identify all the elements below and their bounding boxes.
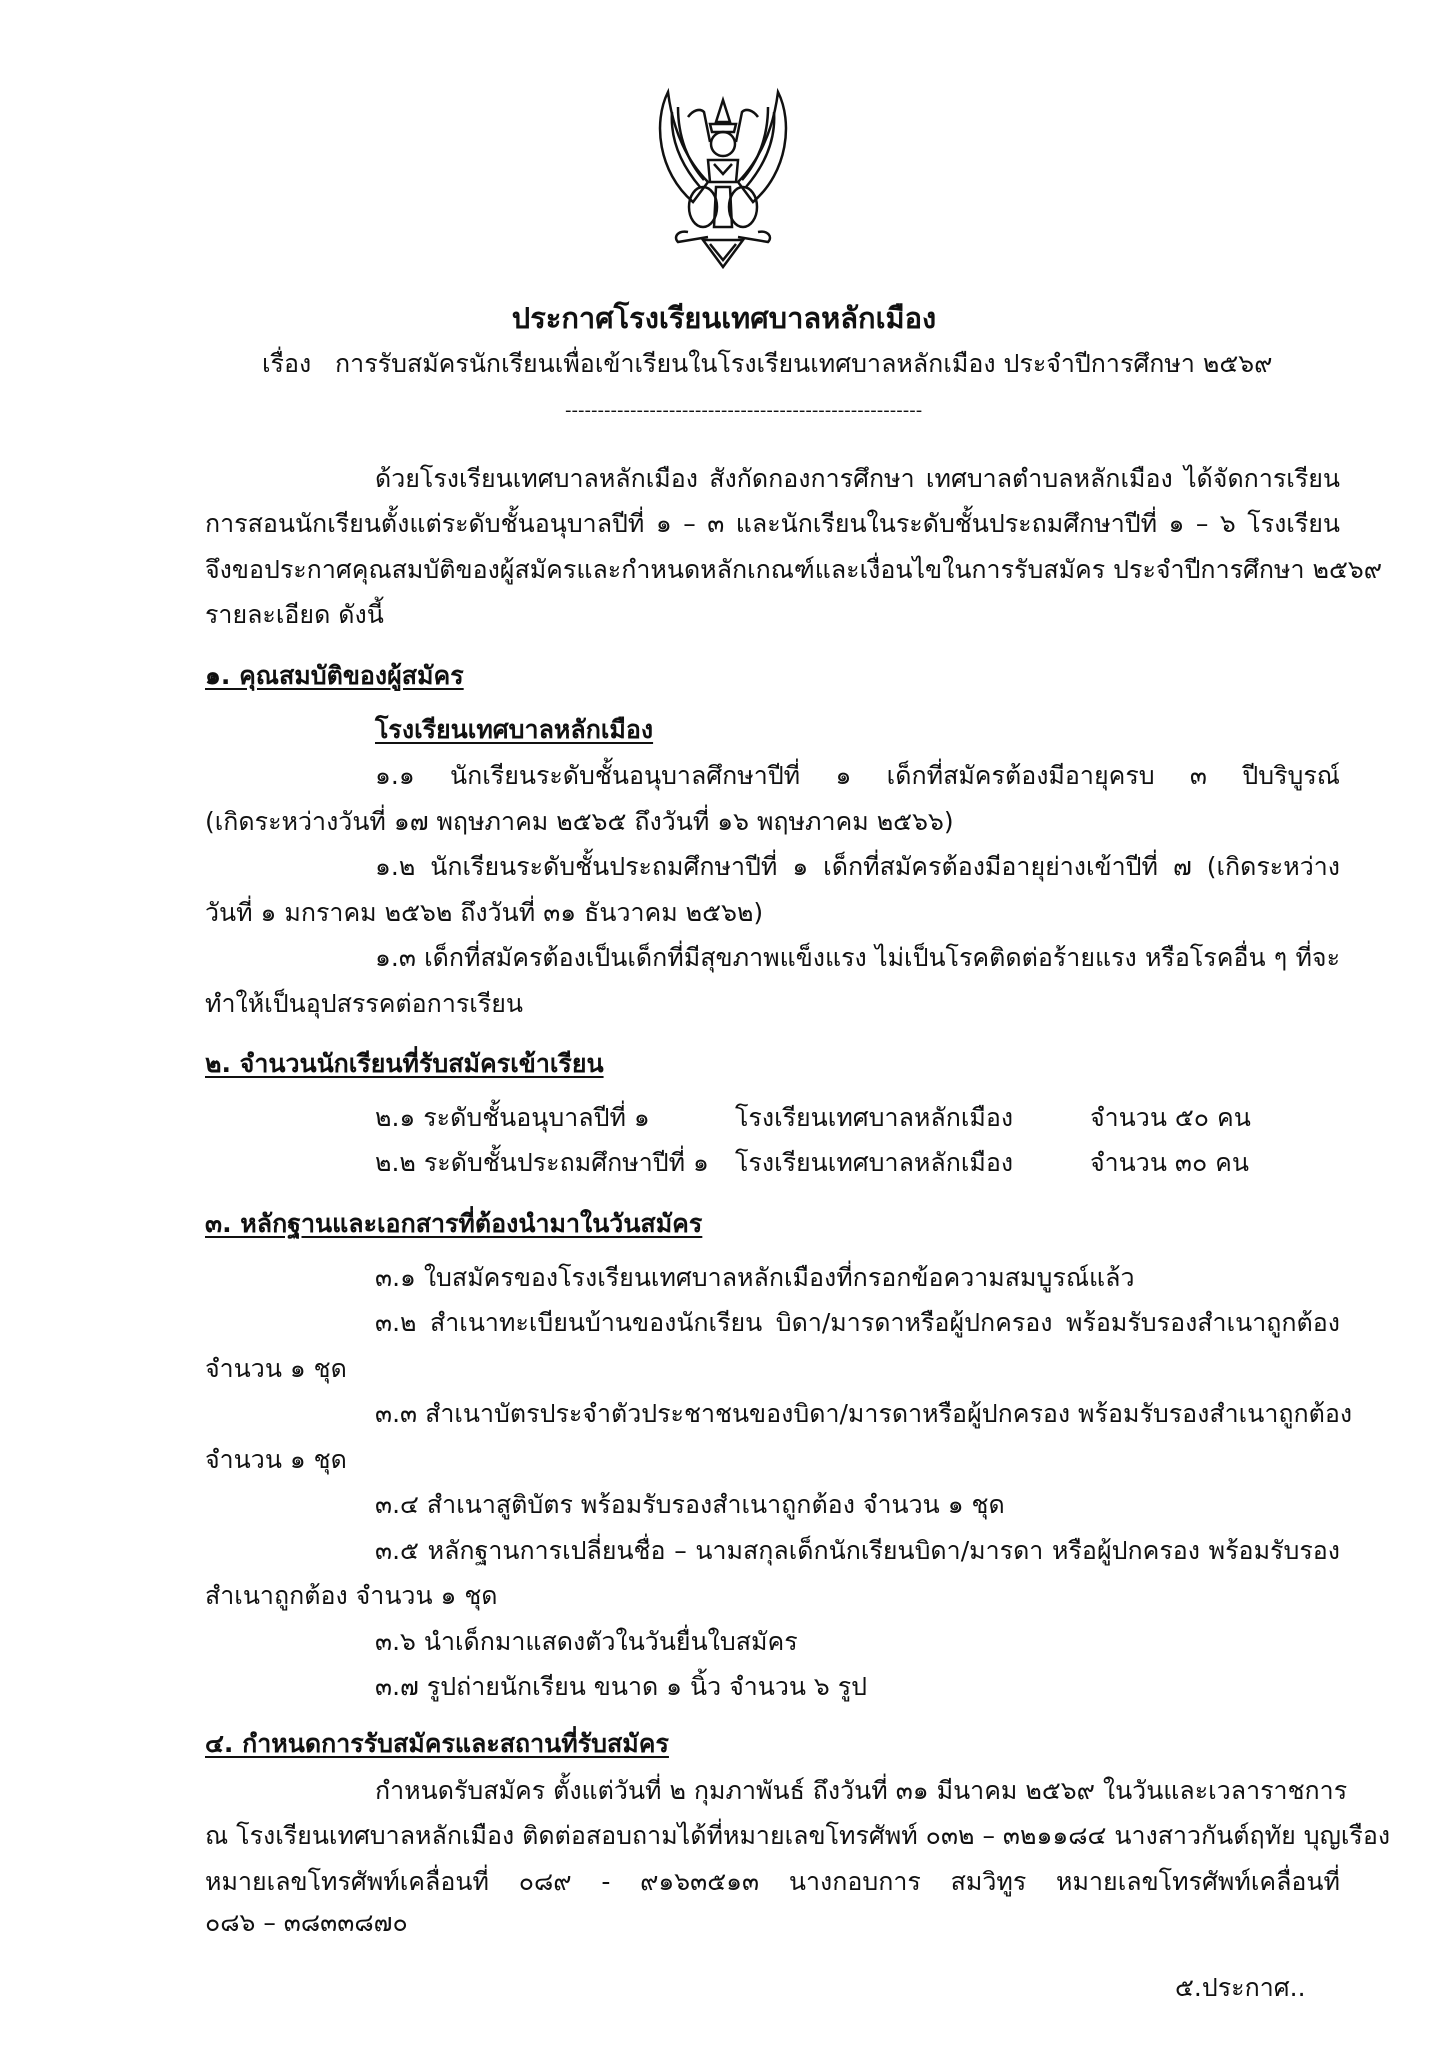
registration-contact-3: ๐๘๖ – ๓๘๓๓๘๗๐ — [205, 1908, 408, 1937]
item-3-2: ๓.๒ สำเนาทะเบียนบ้านของนักเรียน บิดา/มารดาหรือผู้ปกครอง พร้อมรับรองสำเนาถูกต้อง — [375, 1308, 1340, 1337]
subject-line — [262, 346, 1272, 382]
section-4-heading: ๔. กำหนดการรับสมัครและสถานที่รับสมัคร — [205, 1729, 669, 1758]
enrollment-school-2: โรงเรียนเทศบาลหลักเมือง — [735, 1148, 1014, 1177]
item-3-3-cont: จำนวน ๑ ชุด — [205, 1445, 347, 1474]
enrollment-count-2: จำนวน ๓๐ คน — [1090, 1148, 1249, 1177]
item-1-2-cont: วันที่ ๑ มกราคม ๒๕๖๒ ถึงวันที่ ๓๑ ธันวาคม ๒๕๖๒) — [205, 898, 764, 927]
enrollment-school-1: โรงเรียนเทศบาลหลักเมือง — [735, 1103, 1014, 1132]
garuda-emblem-icon — [648, 82, 798, 272]
enrollment-level-2: ๒.๒ ระดับชั้นประถมศึกษาปีที่ ๑ — [375, 1148, 709, 1177]
intro-line-2: การสอนนักเรียนตั้งแต่ระดับชั้นอนุบาลปีที่ ๑ – ๓ และนักเรียนในระดับชั้นประถมศึกษาปีที่ ๑ – ๖ โรงเรียน — [205, 509, 1340, 538]
intro-line-3: จึงขอประกาศคุณสมบัติของผู้สมัครและกำหนดหลักเกณฑ์และเงื่อนไขในการรับสมัคร ประจำปีการศึกษา ๒๕๖๙ — [205, 555, 1383, 584]
document-title: ประกาศโรงเรียนเทศบาลหลักเมือง — [511, 301, 937, 335]
item-3-5: ๓.๕ หลักฐานการเปลี่ยนชื่อ – นามสกุลเด็กนักเรียนบิดา/มารดา หรือผู้ปกครอง พร้อมรับรอง — [375, 1536, 1340, 1565]
item-1-1-cont: (เกิดระหว่างวันที่ ๑๗ พฤษภาคม ๒๕๖๕ ถึงวันที่ ๑๖ พฤษภาคม ๒๕๖๖) — [205, 807, 954, 836]
section-1-heading: ๑. คุณสมบัติของผู้สมัคร — [205, 661, 464, 690]
item-3-1: ๓.๑ ใบสมัครของโรงเรียนเทศบาลหลักเมืองที่กรอกข้อความสมบูรณ์แล้ว — [375, 1263, 1135, 1292]
registration-contact-1: ณ โรงเรียนเทศบาลหลักเมือง ติดต่อสอบถามได้ที่หมายเลขโทรศัพท์ ๐๓๒ – ๓๒๑๑๘๔ นางสาวกันต์ฤทัย บุญเรือง — [205, 1821, 1391, 1850]
enrollment-count-1: จำนวน ๕๐ คน — [1090, 1103, 1251, 1132]
registration-contact-2: หมายเลขโทรศัพท์เคลื่อนที่ ๐๘๙ - ๙๑๖๓๕๑๓ นางกอบการ สมวิทูร หมายเลขโทรศัพท์เคลื่อนที่ — [205, 1867, 1340, 1896]
item-1-1: ๑.๑ นักเรียนระดับชั้นอนุบาลศึกษาปีที่ ๑ เด็กที่สมัครต้องมีอายุครบ ๓ ปีบริบูรณ์ — [375, 761, 1340, 790]
item-1-3: ๑.๓ เด็กที่สมัครต้องเป็นเด็กที่มีสุขภาพแข็งแรง ไม่เป็นโรคติดต่อร้ายแรง หรือโรคอื่น ๆ ที่จะ — [375, 943, 1340, 972]
registration-period: กำหนดรับสมัคร ตั้งแต่วันที่ ๒ กุมภาพันธ์ ถึงวันที่ ๓๑ มีนาคม ๒๕๖๙ ในวันและเวลาราชการ — [375, 1776, 1348, 1805]
section-1-subheading: โรงเรียนเทศบาลหลักเมือง — [375, 715, 654, 744]
section-2-heading: ๒. จำนวนนักเรียนที่รับสมัครเข้าเรียน — [205, 1049, 604, 1078]
item-3-5-cont: สำเนาถูกต้อง จำนวน ๑ ชุด — [205, 1581, 498, 1610]
item-3-3: ๓.๓ สำเนาบัตรประจำตัวประชาชนของบิดา/มารดาหรือผู้ปกครอง พร้อมรับรองสำเนาถูกต้อง — [375, 1399, 1353, 1428]
item-3-6: ๓.๖ นำเด็กมาแสดงตัวในวันยื่นใบสมัคร — [375, 1627, 798, 1656]
item-3-7: ๓.๗ รูปถ่ายนักเรียน ขนาด ๑ นิ้ว จำนวน ๖ รูป — [375, 1672, 868, 1701]
section-3-heading: ๓. หลักฐานและเอกสารที่ต้องนำมาในวันสมัคร — [205, 1209, 703, 1238]
item-1-2: ๑.๒ นักเรียนระดับชั้นประถมศึกษาปีที่ ๑ เด็กที่สมัครต้องมีอายุย่างเข้าปีที่ ๗ (เกิดระหว่าง — [375, 852, 1340, 881]
item-3-4: ๓.๔ สำเนาสูติบัตร พร้อมรับรองสำเนาถูกต้อง จำนวน ๑ ชุด — [375, 1490, 1005, 1519]
item-1-3-cont: ทำให้เป็นอุปสรรคต่อการเรียน — [205, 989, 523, 1018]
title-divider: ------------------------------------------------------- — [565, 400, 923, 421]
intro-line-4: รายละเอียด ดังนี้ — [205, 600, 384, 629]
subject-label: เรื่อง — [262, 349, 312, 378]
page-continuation: ๕.ประกาศ.. — [1175, 1973, 1306, 2002]
intro-line-1: ด้วยโรงเรียนเทศบาลหลักเมือง สังกัดกองการศึกษา เทศบาลตำบลหลักเมือง ได้จัดการเรียน — [375, 464, 1340, 493]
subject-text: การรับสมัครนักเรียนเพื่อเข้าเรียนในโรงเรียนเทศบาลหลักเมือง ประจำปีการศึกษา ๒๕๖๙ — [335, 349, 1273, 378]
item-3-2-cont: จำนวน ๑ ชุด — [205, 1354, 347, 1383]
enrollment-level-1: ๒.๑ ระดับชั้นอนุบาลปีที่ ๑ — [375, 1103, 650, 1132]
